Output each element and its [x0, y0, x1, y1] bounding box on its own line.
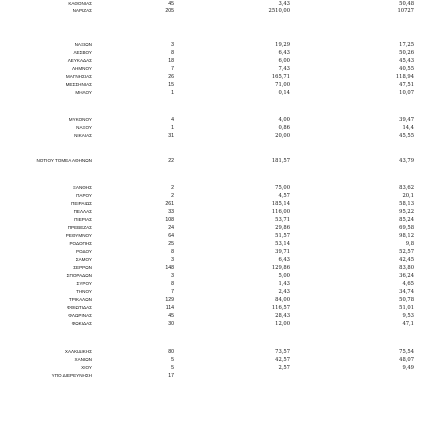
table-row: [0, 356, 433, 364]
region-name: ΧΑΛΚΙΔΙΚΗΣ: [64, 349, 92, 354]
region-name: ΡΟΔΟΥ: [75, 249, 92, 254]
value-4: 50,48: [399, 1, 414, 7]
value-3: 28,43: [275, 313, 290, 319]
value-3: 2510,00: [268, 8, 290, 14]
value-1: 5: [171, 357, 174, 363]
region-name: ΝΟΤΙΟΥ ΤΟΜΕΑ ΑΘΗΝΩΝ: [36, 158, 92, 163]
value-1: 45: [168, 313, 174, 319]
value-4: 51,01: [399, 305, 414, 311]
table-row: [0, 216, 433, 224]
value-3: 165,71: [271, 74, 290, 80]
value-4: 69,58: [399, 225, 414, 231]
value-4: 83,62: [399, 185, 414, 191]
value-4: 83,80: [399, 265, 414, 271]
region-name: ΦΛΩΡΙΝΑΣ: [68, 313, 92, 318]
value-1: 7: [171, 66, 174, 72]
value-3: 7,43: [278, 66, 290, 72]
value-3: 12,00: [275, 321, 290, 327]
region-name: ΝΙΚΑΙΑΣ: [74, 133, 92, 138]
region-name: ΝΑΞΟΥ: [76, 125, 92, 130]
value-3: 2,43: [278, 289, 290, 295]
table-row: [0, 157, 433, 165]
table-row: [0, 372, 433, 380]
value-3: 51,57: [275, 233, 290, 239]
value-1: 261: [165, 201, 174, 207]
value-4: 36,24: [399, 273, 414, 279]
value-3: 4,00: [278, 117, 290, 123]
table-row: [0, 73, 433, 81]
value-1: 26: [168, 74, 174, 80]
value-4: 40,55: [399, 66, 414, 72]
value-3: 0,86: [278, 125, 290, 131]
value-3: 3,43: [278, 1, 290, 7]
table-row: [0, 224, 433, 232]
table-row: [0, 348, 433, 356]
region-name: ΝΑΡΙΖΑΣ: [72, 8, 92, 13]
value-4: 50,26: [399, 50, 414, 56]
table-row: [0, 364, 433, 372]
value-3: 116,00: [271, 209, 290, 215]
value-3: 75,00: [275, 185, 290, 191]
value-1: 148: [165, 265, 174, 271]
value-1: 8: [171, 281, 174, 287]
region-name: ΞΑΝΘΗΣ: [72, 185, 92, 190]
table-row: [0, 41, 433, 49]
table-row: [0, 192, 433, 200]
table-row: [0, 232, 433, 240]
value-4: 9,53: [402, 313, 414, 319]
region-name: ΣΠΟΡΑΔΩΝ: [66, 273, 92, 278]
table-row: [0, 240, 433, 248]
value-4: 45,55: [399, 133, 414, 139]
value-3: 1,43: [278, 281, 290, 287]
region-name: ΛΕΣΒΟΥ: [73, 50, 92, 55]
value-3: 20,00: [275, 133, 290, 139]
region-name: ΜΕΣΣΗΝΙΑΣ: [65, 82, 92, 87]
value-1: 108: [165, 217, 174, 223]
value-3: 116,57: [271, 305, 290, 311]
table-row: [0, 65, 433, 73]
value-3: 73,57: [275, 349, 290, 355]
region-name: ΜΗΛΟΥ: [75, 90, 92, 95]
value-4: 47,51: [399, 82, 414, 88]
region-name: ΛΗΜΝΟΥ: [71, 66, 92, 71]
value-1: 15: [168, 82, 174, 88]
value-4: 20,1: [402, 193, 414, 199]
value-4: 98,12: [399, 233, 414, 239]
region-name: ΣΕΡΡΩΝ: [73, 265, 92, 270]
table-row: [0, 320, 433, 328]
value-3: 42,57: [275, 357, 290, 363]
value-1: 24: [168, 225, 174, 231]
region-name: ΤΡΙΚΑΛΩΝ: [68, 297, 92, 302]
value-4: 52,57: [399, 249, 414, 255]
value-4: 14,4: [402, 125, 414, 131]
value-3: 6,00: [278, 58, 290, 64]
table-row: [0, 304, 433, 312]
value-1: 45: [168, 1, 174, 7]
value-4: 50,78: [399, 297, 414, 303]
region-name: ΠΕΙΡΑΙΩΣ: [71, 201, 92, 206]
value-1: 205: [165, 8, 174, 14]
value-3: 129,86: [271, 265, 290, 271]
value-3: 6,43: [278, 257, 290, 263]
value-4: 118,94: [395, 74, 414, 80]
region-name: ΤΗΝΟΥ: [76, 289, 92, 294]
table-row: [0, 116, 433, 124]
table-row: [0, 272, 433, 280]
value-3: 84,00: [275, 297, 290, 303]
region-name: ΠΡΕΒΕΖΑΣ: [67, 225, 92, 230]
value-4: 43,79: [399, 158, 414, 164]
value-4: 9,8: [405, 241, 414, 247]
value-4: 10,07: [399, 90, 414, 96]
table-row: [0, 89, 433, 97]
value-1: 8: [171, 50, 174, 56]
value-3: 4,57: [278, 193, 290, 199]
table-row: [0, 7, 433, 15]
value-3: 2,57: [278, 365, 290, 371]
value-1: 1: [171, 125, 174, 131]
value-1: 3: [171, 273, 174, 279]
value-3: 29,86: [275, 225, 290, 231]
value-1: 4: [171, 117, 174, 123]
region-name: ΣΥΡΟΥ: [76, 281, 92, 286]
value-3: 5,00: [278, 273, 290, 279]
table-row: [0, 280, 433, 288]
region-name: ΛΕΥΚΑΔΑΣ: [67, 58, 92, 63]
table-row: [0, 296, 433, 304]
value-1: 114: [165, 305, 174, 311]
value-1: 18: [168, 58, 174, 64]
value-1: 3: [171, 42, 174, 48]
value-4: 9,49: [402, 365, 414, 371]
value-3: 71,00: [275, 82, 290, 88]
table-row: [0, 248, 433, 256]
table-row: [0, 208, 433, 216]
value-4: 48,07: [399, 357, 414, 363]
table-row: [0, 264, 433, 272]
value-1: 80: [168, 349, 174, 355]
region-name: ΜΑΓΝΗΣΙΑΣ: [65, 74, 92, 79]
value-4: 17,25: [399, 42, 414, 48]
value-4: 45,43: [399, 58, 414, 64]
value-4: 42,45: [399, 257, 414, 263]
value-1: 129: [165, 297, 174, 303]
region-name: ΧΙΟΥ: [81, 365, 92, 370]
value-3: 19,29: [275, 42, 290, 48]
table-row: [0, 124, 433, 132]
table-row: [0, 81, 433, 89]
value-1: 31: [168, 133, 174, 139]
value-1: 33: [168, 209, 174, 215]
value-1: 22: [168, 158, 174, 164]
region-name: ΠΙΕΡΙΑΣ: [74, 217, 92, 222]
value-3: 185,14: [271, 201, 290, 207]
value-4: 34,74: [399, 289, 414, 295]
table-row: [0, 288, 433, 296]
value-1: 64: [168, 233, 174, 239]
value-1: 25: [168, 241, 174, 247]
value-4: 95,22: [399, 209, 414, 215]
value-4: 58,13: [399, 201, 414, 207]
value-4: 10727: [397, 8, 414, 14]
table-row: [0, 184, 433, 192]
value-3: 39,71: [275, 249, 290, 255]
region-name: ΥΠΟ ΔΙΕΡΕΥΝΗΣΗ: [51, 373, 92, 378]
value-3: 0,14: [278, 90, 290, 96]
value-1: 5: [171, 365, 174, 371]
table-row: [0, 256, 433, 264]
value-4: 47,1: [402, 321, 414, 327]
value-1: 2: [171, 193, 174, 199]
value-1: 2: [171, 185, 174, 191]
region-name: ΣΑΜΟΥ: [75, 257, 92, 262]
value-3: 6,43: [278, 50, 290, 56]
region-name: ΧΑΝΙΩΝ: [74, 357, 92, 362]
value-1: 30: [168, 321, 174, 327]
table-row: [0, 132, 433, 140]
region-name: ΡΟΔΟΠΗΣ: [69, 241, 92, 246]
table-row: [0, 49, 433, 57]
region-name: ΠΑΡΟΥ: [76, 193, 92, 198]
region-name: ΦΘΙΩΤΙΔΑΣ: [66, 305, 92, 310]
region-name: ΦΩΚΙΔΑΣ: [71, 321, 92, 326]
value-4: 4,65: [402, 281, 414, 287]
value-4: 39,47: [399, 117, 414, 123]
value-4: 75,54: [399, 349, 414, 355]
value-1: 7: [171, 289, 174, 295]
value-1: 17: [168, 373, 174, 379]
value-4: 85,24: [399, 217, 414, 223]
value-3: 53,14: [275, 241, 290, 247]
value-1: 1: [171, 90, 174, 96]
table-row: [0, 312, 433, 320]
region-name: ΚΑΘΟΝΙΑΣ: [68, 1, 92, 6]
region-name: ΡΕΘΥΜΝΟΥ: [65, 233, 92, 238]
value-3: 181,57: [271, 158, 290, 164]
table-row: [0, 200, 433, 208]
table-row: [0, 57, 433, 65]
value-1: 3: [171, 257, 174, 263]
region-name: ΝΑΞΙΩΝ: [74, 42, 92, 47]
region-name: ΜΥΚΟΝΟΥ: [68, 117, 92, 122]
region-name: ΠΕΛΛΑΣ: [73, 209, 92, 214]
value-3: 53,71: [275, 217, 290, 223]
value-1: 8: [171, 249, 174, 255]
